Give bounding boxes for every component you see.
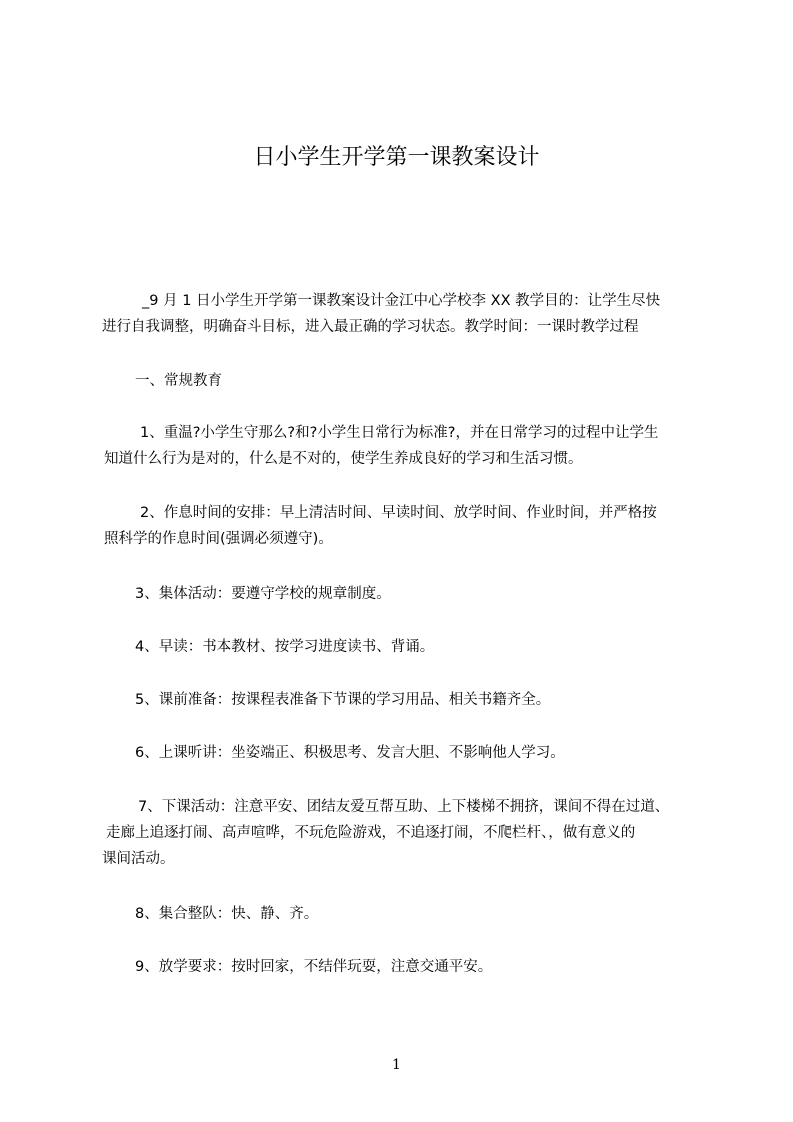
paragraph-line: 照科学的作息时间(强调必须遵守)。 [104,531,333,547]
list-item [135,581,391,607]
paragraph-line: 进行自我调整，明确奋斗目标，进入最正确的学习状态。教学时间：一课时教学过程 [102,319,639,335]
list-item [104,420,659,472]
paragraph-line: 2、作息时间的安排：早上清洁时间、早读时间、放学时间、作业时间，并严格按 [140,505,657,521]
paragraph-line: 走廊上追逐打闹、高声喧哗，不玩危险游戏，不追逐打闹，不爬栏杆、，做有意义的 [106,825,636,841]
paragraph-line: 知道什么行为是对的，什么是不对的，使学生养成良好的学习和生活习惯。 [104,451,583,467]
paragraph-line: _9 月 1 日小学生开学第一课教案设计金江中心学校李 XX 教学目的：让学生尽快 [142,293,661,309]
list-item [135,954,492,980]
list-item [135,634,434,660]
paragraph-line: 6、上课听讲：坐姿端正、积极思考、发言大胆、不影响他人学习。 [135,745,565,761]
section-heading: 一、常规教育 [135,373,222,389]
list-item [102,794,670,872]
paragraph-line: 8、集合整队：快、静、齐。 [135,906,319,922]
paragraph-line: 1、重温?小学生守那么?和?小学生日常行为标准?，并在日常学习的过程中让学生 [140,425,659,441]
list-item [104,500,657,552]
list-item [135,901,318,927]
document-title: 日小学生开学第一课教案设计 [253,145,540,170]
list-item [135,687,550,713]
page-number: 1 [392,1057,401,1073]
paragraph-line: 7、下课活动：注意平安、团结友爱互帮互助、上下楼梯不拥挤，课间不得在过道、 [138,799,670,815]
paragraph-line: 5、课前准备：按课程表准备下节课的学习用品、相关书籍齐全。 [135,692,551,708]
paragraph-line: 9、放学要求：按时回家，不结伴玩耍，注意交通平安。 [135,959,493,975]
paragraph-line: 课间活动。 [102,851,175,867]
paragraph-line: 4、早读：书本教材、按学习进度读书、背诵。 [135,639,435,655]
list-item [135,740,565,766]
paragraph-line: 3、集体活动：要遵守学校的规章制度。 [135,586,391,602]
intro-paragraph [102,288,661,340]
